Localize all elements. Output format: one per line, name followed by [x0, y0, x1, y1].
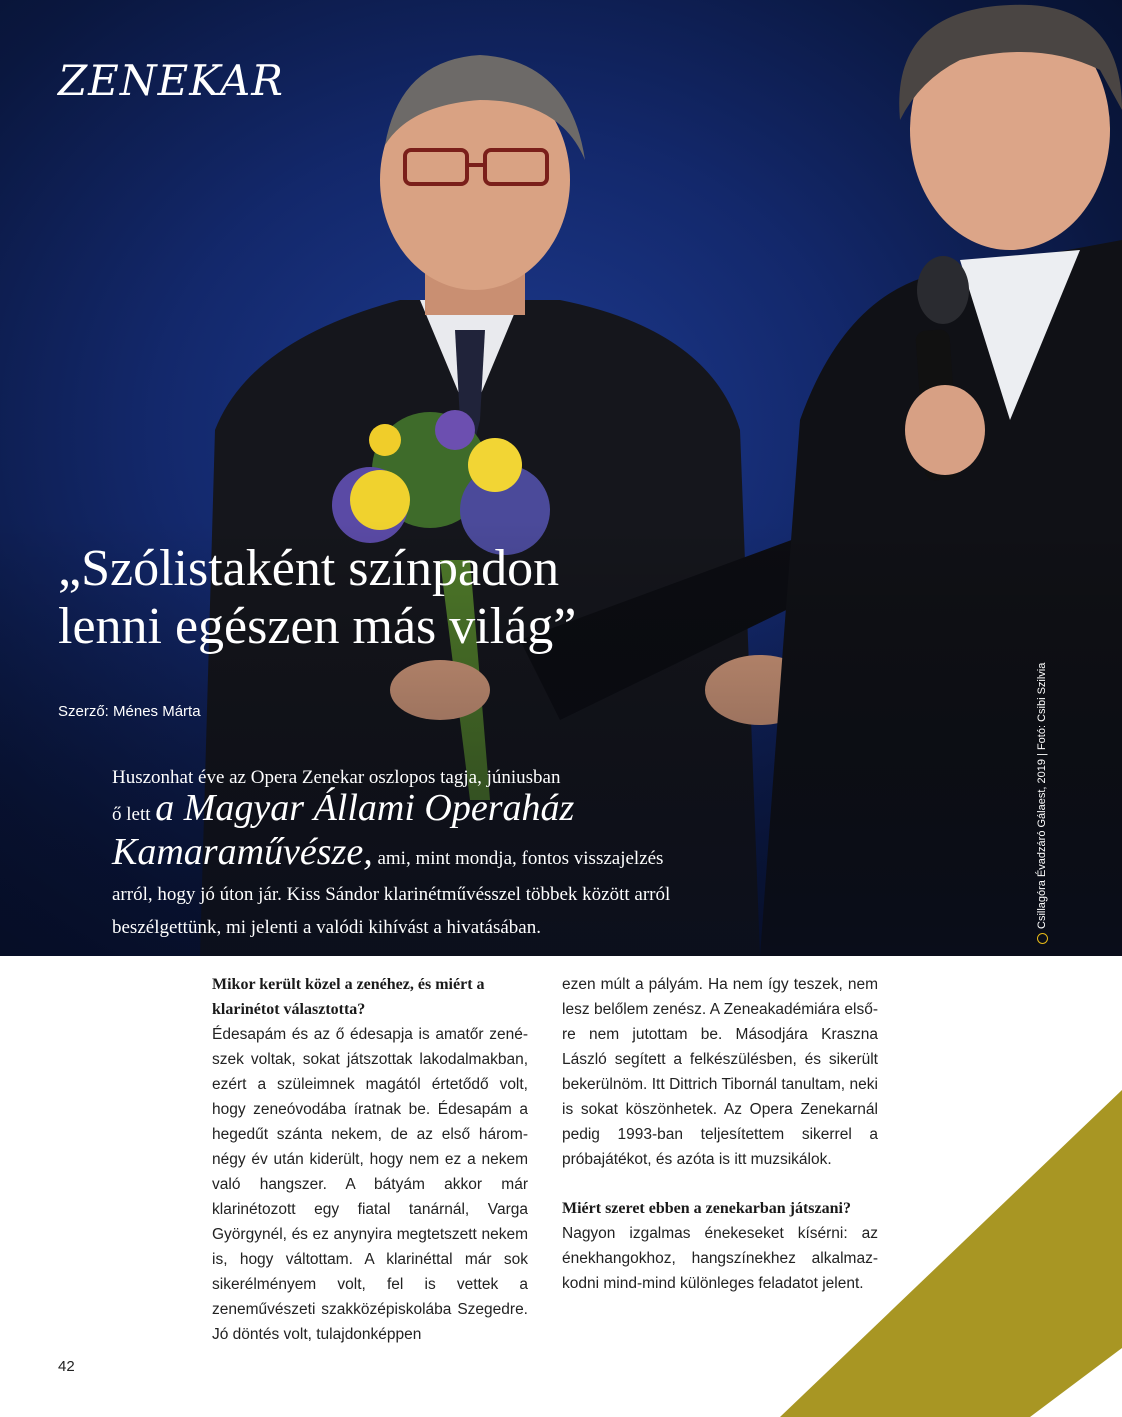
- lead-paragraph: [112, 766, 832, 944]
- microphone: [917, 256, 969, 324]
- lead-line-5: beszélgettünk, mi jelenti a valódi kihívást a hivatásában.: [112, 917, 541, 938]
- question-1: Mikor került közel a zenéhez, és miért a klarinétot választotta?: [212, 976, 485, 1018]
- headline-line-2: lenni egészen más világ”: [58, 598, 577, 655]
- credit-ring-icon: [1037, 933, 1048, 944]
- lead-line-3: Kamaraművésze, ami, mint mondja, fontos visszajelzés: [112, 831, 664, 873]
- question-2: Miért szeret ebben a zenekarban játszani?: [562, 1200, 851, 1217]
- article-column-1: [212, 972, 528, 1347]
- answer-1: Édesapám és az ő édesapja is amatőr zenészek voltak, sokat játszottak lakodalmakban, ezért a szüleimnek magától értetődő volt, hogy zeneóvodába íratnak be. Édesapám a hegedűt szánta nekem, de az első három-négy év után kiderült, hogy nem ez a nekem való hangszer. A bátyám akkor már klarinétozott egy fiatal tanárnál, Varga Györgynél, és ez anynyira megtetszett nekem is, hogy váltottam. A klarinéttal már sok sikerélményem volt, fel is vettek a zeneművészeti szakközépiskolába Szegedre. Jó döntés volt, tulajdonképpen: [212, 1026, 528, 1343]
- section-label: ZENEKAR: [58, 56, 284, 105]
- lead-line-2: ő lett a Magyar Állami Operaház: [112, 787, 575, 829]
- page-number: 42: [58, 1358, 75, 1375]
- olive-triangle-decoration: [780, 1090, 1122, 1417]
- headline: [58, 540, 778, 656]
- answer-2: Nagyon izgalmas énekeseket kísérni: az énekhangokhoz, hangszínekhez alkalmazkodni mind-mind különleges feladatot jelent.: [562, 1225, 878, 1292]
- headline-line-1: „Szólistaként színpadon: [58, 540, 560, 597]
- author-byline: Szerző: Ménes Márta: [58, 703, 201, 720]
- lead-line-4: arról, hogy jó úton jár. Kiss Sándor klarinétművésszel többek között arról: [112, 884, 671, 905]
- lead-line-1: Huszonhat éve az Opera Zenekar oszlopos tagja, júniusban: [112, 767, 561, 788]
- answer-1-continued: ezen múlt a pályám. Ha nem így teszek, nem lesz belőlem zenész. A Zeneakadémiára elsőre nem jutottam be. Másodjára Kraszna László segített a felkészülésben, és sikerült bekerülnöm. Itt Dittrich Tibornál tanultam, neki is sokat köszönhetek. Az Opera Zenekarnál pedig 1993-ban teljesítettem sikerrel a próbajátékot, és azóta is itt muzsikálok.: [562, 976, 878, 1168]
- photo-credit: Csillagóra Évadzáró Gálaest, 2019 | Fotó: Csibi Szilvia: [1036, 663, 1048, 944]
